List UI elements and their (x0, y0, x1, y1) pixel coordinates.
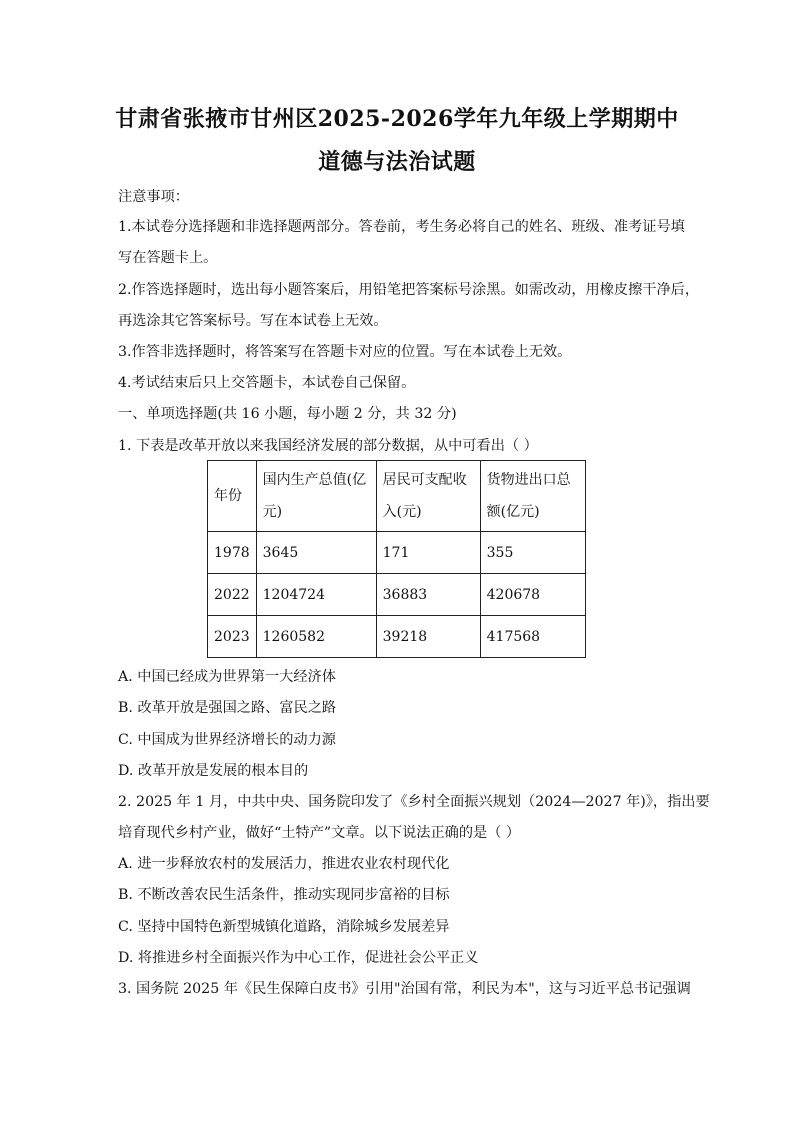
header-gdp: 国内生产总值(亿元) (256, 461, 376, 532)
header-income: 居民可支配收入(元) (376, 461, 480, 532)
q1-option-a: A. 中国已经成为世界第一大经济体 (118, 669, 336, 685)
table-cell: 36883 (376, 574, 480, 616)
table-cell: 2023 (208, 616, 257, 658)
table-cell: 2022 (208, 574, 257, 616)
table-cell: 1204724 (256, 574, 376, 616)
table-cell: 420678 (480, 574, 585, 616)
section-heading: 一、单项选择题(共 16 小题，每小题 2 分，共 32 分) (118, 406, 457, 422)
table-header-row (208, 461, 586, 532)
note-line-4: 再选涂其它答案标号。写在本试卷上无效。 (118, 313, 388, 329)
table-cell: 171 (376, 532, 480, 574)
question-1-stem: 1. 下表是改革开放以来我国经济发展的部分数据，从中可看出（ ） (118, 438, 538, 454)
question-2-stem-line1: 2. 2025 年 1 月，中共中央、国务院印发了《乡村全面振兴规划（2024—2027 年)》，指出要 (118, 794, 710, 810)
header-year: 年份 (208, 461, 257, 532)
q2-option-d: D. 将推进乡村全面振兴作为中心工作，促进社会公平正义 (118, 950, 479, 966)
q2-option-a: A. 进一步释放农村的发展活力，推进农业农村现代化 (118, 856, 450, 872)
table-cell: 417568 (480, 616, 585, 658)
note-line-5: 3.作答非选择题时，将答案写在答题卡对应的位置。写在本试卷上无效。 (118, 344, 572, 360)
note-line-6: 4.考试结束后只上交答题卡，本试卷自己保留。 (118, 375, 416, 391)
table-cell: 3645 (256, 532, 376, 574)
exam-title-line1: 甘肃省张掖市甘州区2025-2026学年九年级上学期期中 (115, 106, 679, 132)
q1-option-d: D. 改革开放是发展的根本目的 (118, 763, 309, 779)
note-line-3: 2.作答选择题时，选出每小题答案后，用铅笔把答案标号涂黑。如需改动，用橡皮擦干净后， (118, 282, 700, 298)
q1-option-c: C. 中国成为世界经济增长的动力源 (118, 732, 336, 748)
q2-option-b: B. 不断改善农民生活条件，推动实现同步富裕的目标 (118, 887, 450, 903)
question-3-stem-line1: 3. 国务院 2025 年《民生保障白皮书》引用"治国有常，利民为本"，这与习近平总书记强调 (118, 981, 691, 997)
table-row (208, 574, 586, 616)
economic-data-table (207, 460, 586, 658)
table-cell: 355 (480, 532, 585, 574)
table-row (208, 532, 586, 574)
q2-option-c: C. 坚持中国特色新型城镇化道路，消除城乡发展差异 (118, 919, 450, 935)
exam-title-line2: 道德与法治试题 (318, 149, 476, 175)
notes-label: 注意事项： (118, 189, 189, 205)
table-cell: 39218 (376, 616, 480, 658)
question-2-stem-line2: 培育现代乡村产业，做好“土特产”文章。以下说法正确的是（ ） (118, 825, 521, 841)
table-cell: 1260582 (256, 616, 376, 658)
q1-option-b: B. 改革开放是强国之路、富民之路 (118, 700, 337, 716)
table-cell: 1978 (208, 532, 257, 574)
note-line-2: 写在答题卡上。 (118, 250, 218, 266)
note-line-1: 1.本试卷分选择题和非选择题两部分。答卷前，考生务必将自己的姓名、班级、准考证号填 (118, 219, 685, 235)
header-trade: 货物进出口总额(亿元) (480, 461, 585, 532)
table-row (208, 616, 586, 658)
